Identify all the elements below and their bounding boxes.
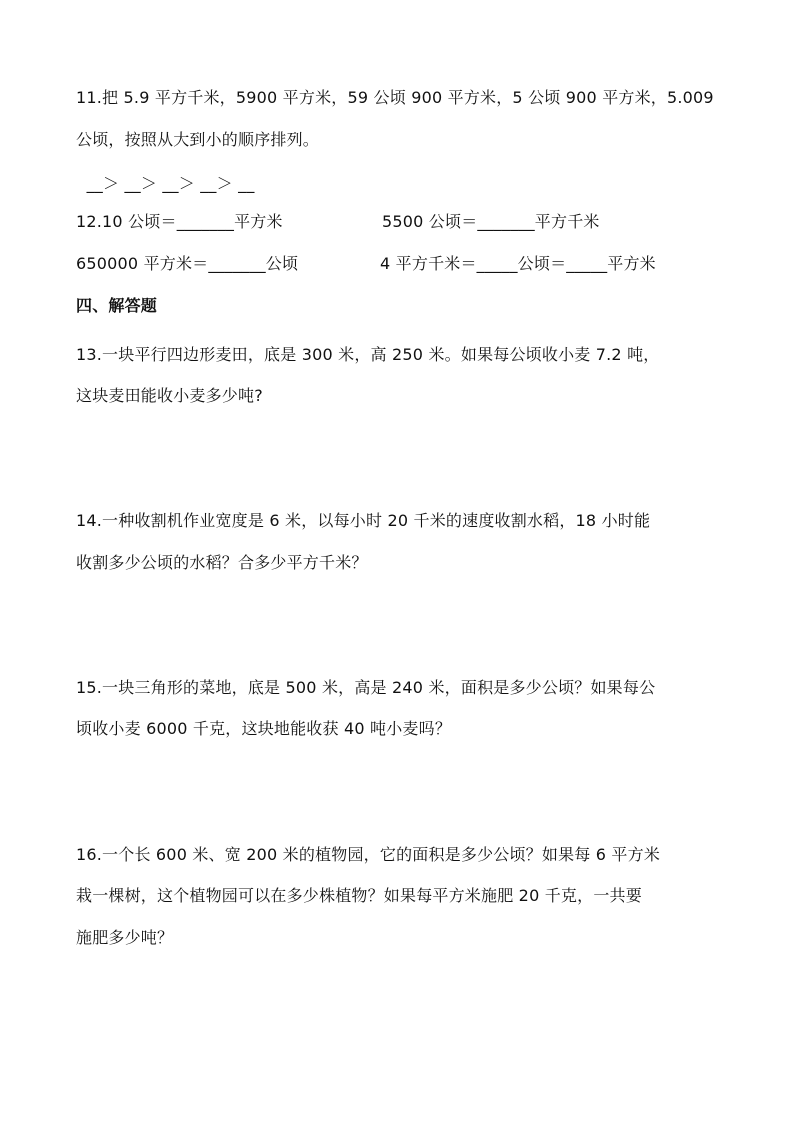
question-12-d: 4 平方千米＝_____公顷＝_____平方米 <box>380 254 656 273</box>
question-11-line-1: 11.把 5.9 平方千米，5900 平方米，59 公顷 900 平方米，5 公顷 900 平方米，5.009 <box>76 88 714 107</box>
section-4-heading: 四、解答题 <box>76 296 158 315</box>
question-14-line-2: 收割多少公顷的水稻？合多少平方千米？ <box>76 553 368 572</box>
question-16-line-3: 施肥多少吨？ <box>76 928 174 947</box>
question-14-line-1: 14.一种收割机作业宽度是 6 米，以每小时 20 千米的速度收割水稻，18 小时能 <box>76 511 651 530</box>
question-15-line-2: 顷收小麦 6000 千克，这块地能收获 40 吨小麦吗？ <box>76 719 452 738</box>
question-15-line-1: 15.一块三角形的菜地，底是 500 米，高是 240 米，面积是多少公顷？如果每公 <box>76 678 656 697</box>
question-11-compare-text: __＞ __＞ __＞ __＞ __ <box>76 174 255 193</box>
question-13-line-2: 这块麦田能收小麦多少吨? <box>76 386 263 405</box>
question-11-line-2: 公顷，按照从大到小的顺序排列。 <box>76 130 320 149</box>
question-12-c: 650000 平方米＝_______公顷 <box>76 254 299 273</box>
question-13-line-1: 13.一块平行四边形麦田，底是 300 米，高 250 米。如果每公顷收小麦 7.2 吨， <box>76 345 660 364</box>
question-12-a: 12.10 公顷＝_______平方米 <box>76 212 283 231</box>
question-11-compare-blanks <box>76 174 255 194</box>
question-16-line-2: 栽一棵树，这个植物园可以在多少株植物？如果每平方米施肥 20 千克，一共要 <box>76 886 642 905</box>
question-12-b: 5500 公顷＝_______平方千米 <box>382 212 600 231</box>
question-16-line-1: 16.一个长 600 米、宽 200 米的植物园，它的面积是多少公顷？如果每 6 平方米 <box>76 845 661 864</box>
